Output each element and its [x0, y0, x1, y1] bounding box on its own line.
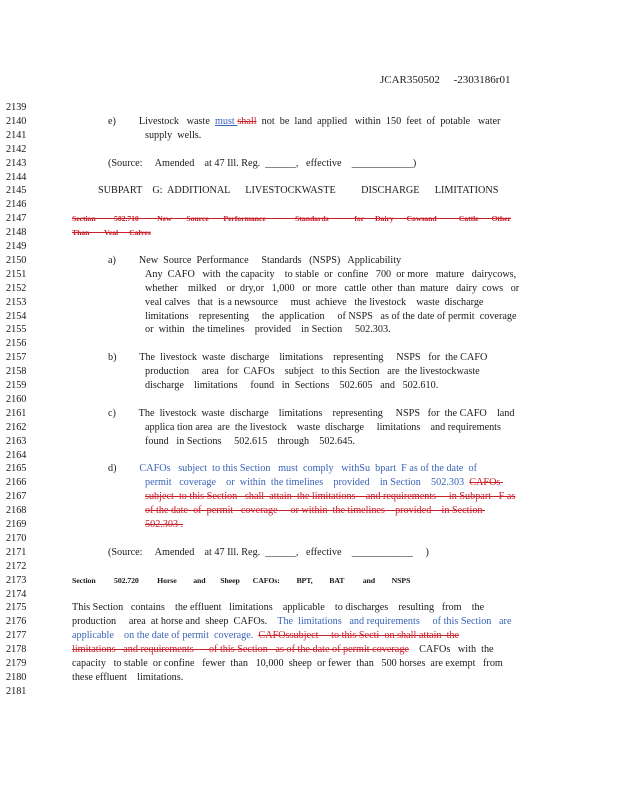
text-segment: SUBPART G: ADDITIONAL LIVESTOCKWASTE DISCHARGE LIMITATIONS [98, 185, 499, 197]
text-segment: (Source: Amended at 47 Ill. Reg. ______, effective ____________ ) [108, 546, 429, 558]
document-line [0, 115, 618, 129]
inserted-text: permit coverage or within the timelines provided in Section 502.303 [145, 477, 470, 489]
line-number: 2181 [6, 685, 27, 697]
line-text [145, 282, 519, 296]
document-line [0, 101, 618, 115]
line-text [108, 546, 429, 560]
line-text [72, 574, 410, 588]
text-segment: production area at horse and sheep CAFOs. [72, 616, 278, 628]
line-text [72, 671, 183, 685]
line-number: 2180 [6, 671, 27, 683]
line-number: 2154 [6, 310, 27, 322]
text-segment: or within the timelines provided in Section 502.303. [145, 324, 391, 336]
line-number: 2173 [6, 574, 27, 586]
line-number: 2168 [6, 505, 27, 517]
document-line [0, 560, 618, 574]
deleted-text: limitations and requirements of this Section as of the date of permit coverage [72, 644, 409, 656]
text-segment: Section 502.720 Horse and Sheep CAFOs: BPT, BAT and NSPS [72, 575, 411, 585]
text-segment: b) The livestock waste discharge limitations representing NSPS for the CAFO [108, 352, 488, 364]
document-line [0, 574, 618, 588]
line-number: 2151 [6, 268, 27, 280]
line-number: 2144 [6, 171, 27, 183]
line-number: 2177 [6, 630, 27, 642]
line-text [72, 601, 484, 615]
line-text [98, 184, 498, 198]
line-number: 2162 [6, 421, 27, 433]
text-segment: limitations representing the application of NSPS as of the date of permit coverage [145, 310, 517, 322]
line-number: 2156 [6, 338, 27, 350]
line-number: 2158 [6, 366, 27, 378]
line-text [145, 490, 515, 504]
line-number: 2152 [6, 282, 27, 294]
inserted-text: CAFOs subject to this Section must comply withSu bpart F as of the date of [139, 463, 478, 475]
document-line [0, 435, 618, 449]
line-number: 2146 [6, 199, 27, 211]
line-number: 2149 [6, 241, 27, 252]
document-line [0, 546, 618, 560]
line-text [145, 129, 201, 143]
document-line [0, 184, 618, 198]
line-text [145, 518, 183, 532]
line-number: 2172 [6, 560, 27, 572]
line-number: 2140 [6, 115, 27, 127]
text-segment: discharge limitations found in Sections 502.605 and 502.610. [145, 380, 439, 391]
text-segment: whether milked or dry,or 1,000 or more cattle other than mature dairy cows or [145, 282, 520, 294]
line-number: 2178 [6, 644, 27, 656]
deleted-text: 502.303 . [145, 519, 184, 530]
line-text [145, 296, 483, 310]
deleted-text: Than Veal Calves [72, 228, 151, 238]
text-segment: (Source: Amended at 47 Ill. Reg. ______, effective ____________) [108, 157, 417, 169]
document-line [0, 268, 618, 282]
document-line [0, 393, 618, 407]
inserted-text: applicable on the date of permit coverage. [72, 630, 259, 642]
line-number: 2164 [6, 449, 27, 461]
document-line [0, 518, 618, 532]
document-line [0, 157, 618, 171]
text-segment: applica tion area are the livestock waste discharge limitations and requirements [145, 421, 501, 433]
line-text [145, 435, 355, 449]
line-text [145, 365, 480, 379]
line-text [108, 254, 401, 268]
text-segment: e) Livestock waste [108, 115, 215, 127]
line-number: 2170 [6, 532, 27, 544]
document-line [0, 629, 618, 643]
line-number: 2150 [6, 254, 27, 266]
document-line [0, 379, 618, 393]
text-segment: not be land applied within 150 feet of potable water [256, 115, 501, 127]
line-number: 2141 [6, 129, 27, 141]
document-line [0, 254, 618, 268]
line-text [108, 351, 487, 365]
document-line [0, 226, 618, 240]
line-text [72, 643, 494, 657]
text-segment: Any CAFO with the capacity to stable or confine 700 or more mature dairycows, [145, 268, 517, 280]
line-text [108, 407, 515, 421]
line-number: 2139 [6, 102, 27, 113]
line-number: 2179 [6, 658, 27, 669]
line-text [108, 462, 477, 476]
line-text [145, 323, 391, 337]
document-line [0, 657, 618, 671]
line-text [72, 212, 511, 226]
inserted-text: The limitations and requirements of this Section are [277, 616, 512, 628]
line-text [145, 310, 516, 324]
deleted-text: CAFOs [469, 477, 503, 489]
document-line [0, 323, 618, 337]
text-segment: c) The livestock waste discharge limitations representing NSPS for the CAFO land [108, 407, 515, 419]
line-text [145, 421, 501, 435]
line-number: 2155 [6, 324, 27, 336]
document-line [0, 143, 618, 157]
document-line [0, 310, 618, 324]
line-number: 2160 [6, 393, 27, 405]
deleted-text: CAFOssubject to this Secti on shall attain the [258, 630, 460, 642]
document-id-header: JCAR350502 -2303186r01 [380, 74, 511, 86]
line-number: 2159 [6, 380, 27, 391]
line-number: 2165 [6, 463, 27, 475]
text-segment: veal calves that is a newsource must achieve the livestock waste discharge [145, 296, 484, 308]
document-line [0, 212, 618, 226]
line-text [145, 268, 516, 282]
document-line [0, 476, 618, 490]
document-line [0, 601, 618, 615]
document-line [0, 240, 618, 254]
document-line [0, 462, 618, 476]
line-number: 2169 [6, 519, 27, 530]
line-number: 2148 [6, 227, 27, 239]
document-line [0, 532, 618, 546]
document-line [0, 351, 618, 365]
line-number: 2153 [6, 296, 27, 308]
line-text [108, 157, 416, 171]
line-text [145, 476, 503, 490]
line-text [72, 226, 151, 240]
line-text [108, 115, 500, 129]
document-line [0, 449, 618, 463]
document-line [0, 685, 618, 699]
document-line [0, 490, 618, 504]
text-segment: production area for CAFOs subject to this Section are the livestockwaste [145, 366, 480, 378]
text-segment: CAFOs with the [408, 644, 494, 656]
line-number: 2175 [6, 602, 27, 614]
document-line [0, 282, 618, 296]
document-line [0, 129, 618, 143]
line-text [72, 629, 459, 643]
text-segment: This Section contains the effluent limitations applicable to discharges resulting from the [72, 602, 485, 614]
line-number: 2166 [6, 477, 27, 489]
line-number: 2147 [6, 213, 27, 225]
document-line [0, 643, 618, 657]
line-number: 2174 [6, 588, 27, 600]
line-number: 2145 [6, 185, 27, 197]
document-line [0, 198, 618, 212]
text-segment: found in Sections 502.615 through 502.645. [145, 435, 355, 447]
line-number: 2142 [6, 143, 27, 155]
line-number: 2161 [6, 407, 27, 419]
document-line [0, 407, 618, 421]
line-text [145, 504, 485, 518]
document-line [0, 171, 618, 185]
deleted-text: Section 502.710 New Source Performance Standards for Dairy Cowsand Cattle Other [72, 214, 511, 224]
text-segment: supply wells. [145, 129, 202, 141]
line-number: 2163 [6, 435, 27, 447]
document-line [0, 671, 618, 685]
text-segment: d) [108, 463, 140, 475]
deleted-text: of the date of permit coverage or within the timelines provided in Section [145, 505, 486, 517]
text-segment: a) New Source Performance Standards (NSPS) Applicability [108, 254, 402, 266]
document-line [0, 296, 618, 310]
text-segment: these effluent limitations. [72, 671, 184, 683]
document-line [0, 421, 618, 435]
inserted-text: must [214, 115, 238, 127]
document-line [0, 337, 618, 351]
line-number: 2157 [6, 352, 27, 364]
line-number: 2167 [6, 491, 27, 503]
document-line [0, 588, 618, 602]
line-number: 2143 [6, 157, 27, 169]
line-number: 2176 [6, 616, 27, 628]
deleted-text: subject to this Section shall attain the limitations and requirements in Subpart F as [145, 491, 516, 503]
line-number: 2171 [6, 546, 27, 558]
text-segment: capacity to stable or confine fewer than 10,000 sheep or fewer than 500 horses are exempt from [72, 658, 503, 669]
deleted-text: shall [237, 115, 257, 127]
line-text [145, 379, 438, 393]
document-line [0, 615, 618, 629]
line-text [72, 615, 511, 629]
line-text [72, 657, 503, 671]
document-line [0, 365, 618, 379]
document-line [0, 504, 618, 518]
